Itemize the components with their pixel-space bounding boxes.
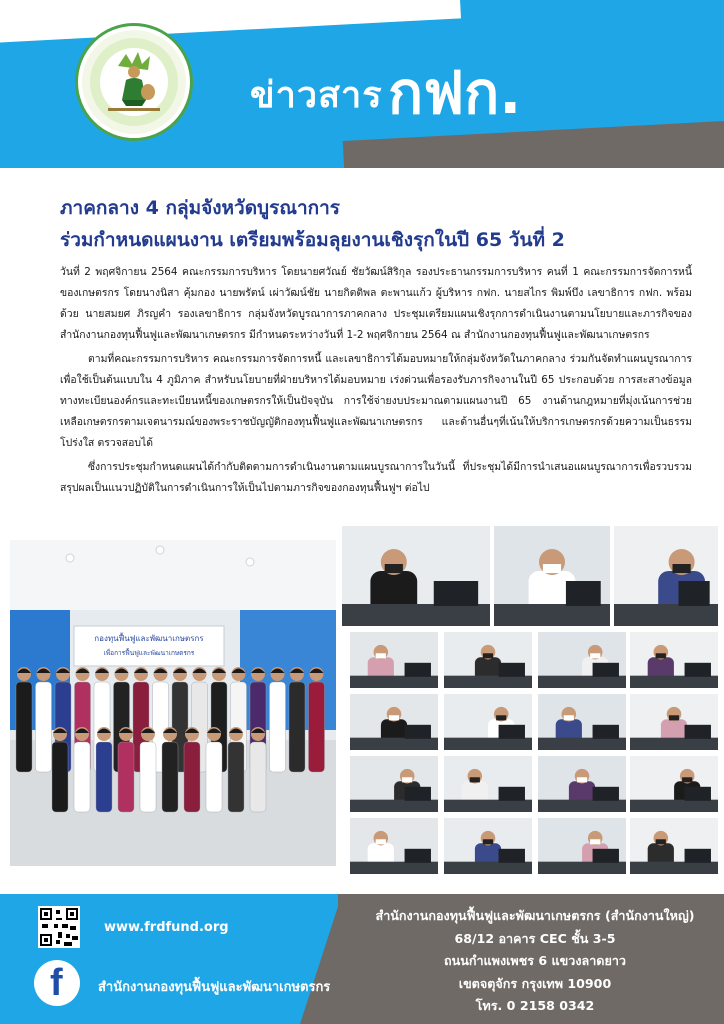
meeting-photo: [444, 632, 532, 688]
photo-banner-line-2: เพื่อการฟื้นฟูและพัฒนาเกษตรกร: [103, 649, 195, 657]
headline-line-2: ร่วมกำหนดแผนงาน เตรียมพร้อมลุยงานเชิงรุกในปี 65 วันที่ 2: [60, 229, 565, 251]
article-headline: [60, 192, 680, 256]
body-paragraph-3: ซึ่งการประชุมกำหนดแผนได้กำกับติดตามการดำเนินงานตามแผนบูรณาการในวันนี้ ที่ประชุมได้มีการนำเสนอแผนบูรณาการเพื่อรวบรวมสรุปผลเป็นแนวปฏิบัติในการดำเนินการให้เป็นไปตามภารกิจของกองทุนฟื้นฟูฯ ต่อไป: [60, 461, 692, 494]
qr-code-icon: [38, 906, 80, 948]
person-figure: [289, 682, 305, 772]
meeting-photo: [538, 818, 626, 874]
office-address: [350, 905, 720, 1018]
person-figure: [162, 742, 178, 812]
person-figure: [250, 742, 266, 812]
person-figure: [184, 742, 200, 812]
person-figure: [96, 742, 112, 812]
meeting-photo: [630, 756, 718, 812]
meeting-photo: [630, 694, 718, 750]
header-white-band: [0, 0, 461, 46]
meeting-photo: [444, 756, 532, 812]
body-paragraph-2: ตามที่คณะกรรมการบริหาร คณะกรรมการจัดการหนี้ และเลขาธิการได้มอบหมายให้กลุ่มจังหวัดในภาคกลาง ร่วมกันจัดทำแผนบูรณาการเพื่อใช้เป็นต้นแบบใน 4 ภูมิภาค สำหรับนโยบายที่ฝ่ายบริหารได้มอบหมาย เร่งด่วนเพื่อรองรับภารกิจงานในปี 65 ประกอบด้วย การสะสางข้อมูลทางทะเบียนองค์กรและทะเบียนหนี้ของเกษตรกรให้เป็นปัจจุบัน การใช้จ่ายงบประมาณตามแผนงานปี 65 งานด้านกฎหมายที่มุ่งเน้นการช่วยเหลือเกษตรกรตามเจตนารมณ์ของพระราชบัญญัติกองทุนฟื้นฟูและพัฒนาเกษตรกร และด้านอื่นๆที่เน้นให้บริการเกษตรกรด้วยความเป็นธรรม โปร่งใส ตรวจสอบได้: [60, 353, 692, 449]
person-figure: [36, 682, 52, 772]
article-body: [60, 262, 692, 502]
footer-divider: [300, 894, 342, 1024]
meeting-photo: [538, 694, 626, 750]
person-figure: [228, 742, 244, 812]
facebook-page-link[interactable]: สำนักงานกองทุนฟื้นฟูและพัฒนาเกษตรกร: [98, 980, 331, 995]
photo-banner-line-1: กองทุนฟื้นฟูและพัฒนาเกษตรกร: [94, 634, 204, 643]
address-line-1: สำนักงานกองทุนฟื้นฟูและพัฒนาเกษตรกร (สำนักงานใหญ่): [375, 908, 695, 923]
address-line-3: ถนนกำแพงเพชร 6 แขวงลาดยาว: [444, 953, 626, 968]
meeting-photo: [350, 818, 438, 874]
address-line-2: 68/12 อาคาร CEC ชั้น 3-5: [454, 930, 616, 946]
person-figure: [118, 742, 134, 812]
group-photo: [10, 540, 336, 866]
meeting-photo: [444, 818, 532, 874]
header-title-org: กฟก.: [388, 59, 522, 127]
person-figure: [16, 682, 32, 772]
meeting-photo: [444, 694, 532, 750]
address-line-4: เขตจตุจักร กรุงเทพ 10900: [458, 975, 612, 991]
meeting-photo: [350, 632, 438, 688]
person-figure: [140, 742, 156, 812]
person-figure: [74, 742, 90, 812]
meeting-photo: [350, 694, 438, 750]
facebook-icon[interactable]: f: [34, 960, 80, 1006]
meeting-photo: [342, 526, 490, 626]
headline-line-1: ภาคกลาง 4 กลุ่มจังหวัดบูรณาการ: [60, 197, 340, 219]
meeting-photo: [614, 526, 718, 626]
meeting-photo: [494, 526, 610, 626]
person-figure: [52, 742, 68, 812]
body-paragraph-1: วันที่ 2 พฤศจิกายน 2564 คณะกรรมการบริหาร โดยนายศวัณย์ ชัยวัฒน์สิริกุล รองประธานกรรมการบริหาร คนที่ 1 คณะกรรมการจัดการหนี้ของเกษตรกร โดยนางนิสา คุ้มกอง นายพรัตน์ เผ่าวัฒน์ชัย นายกิตติพล ตะพานแก้ว ผู้บริหาร กฟก. นายสไกร พิมพ์บึง เลขาธิการ กฟก. พร้อมด้วย นายสมยศ ภิรญคำ รองเลขาธิการ กลุ่มจังหวัดบูรณาการภาคกลาง ประชุมเตรียมแผนเชิงรุกการดำเนินงานตามนโยบายและภารกิจของสำนักงานกองทุนฟื้นฟูและพัฒนาเกษตรกร มีกำหนดระหว่างวันที่ 1-2 พฤศจิกายน 2564 ณ สำนักงานกองทุนฟื้นฟูและพัฒนาเกษตรกร: [60, 266, 692, 341]
header-title-news: ข่าวสาร: [250, 75, 383, 116]
meeting-photo: [538, 756, 626, 812]
address-line-5: โทร. 0 2158 0342: [475, 998, 595, 1013]
frdfund-logo-icon: [78, 26, 190, 138]
website-link[interactable]: www.frdfund.org: [104, 920, 229, 935]
header-banner: [0, 0, 724, 168]
person-figure: [270, 682, 286, 772]
meeting-photo: [538, 632, 626, 688]
meeting-photo: [630, 818, 718, 874]
person-figure: [309, 682, 325, 772]
meeting-photo: [350, 756, 438, 812]
person-figure: [206, 742, 222, 812]
meeting-photo: [630, 632, 718, 688]
